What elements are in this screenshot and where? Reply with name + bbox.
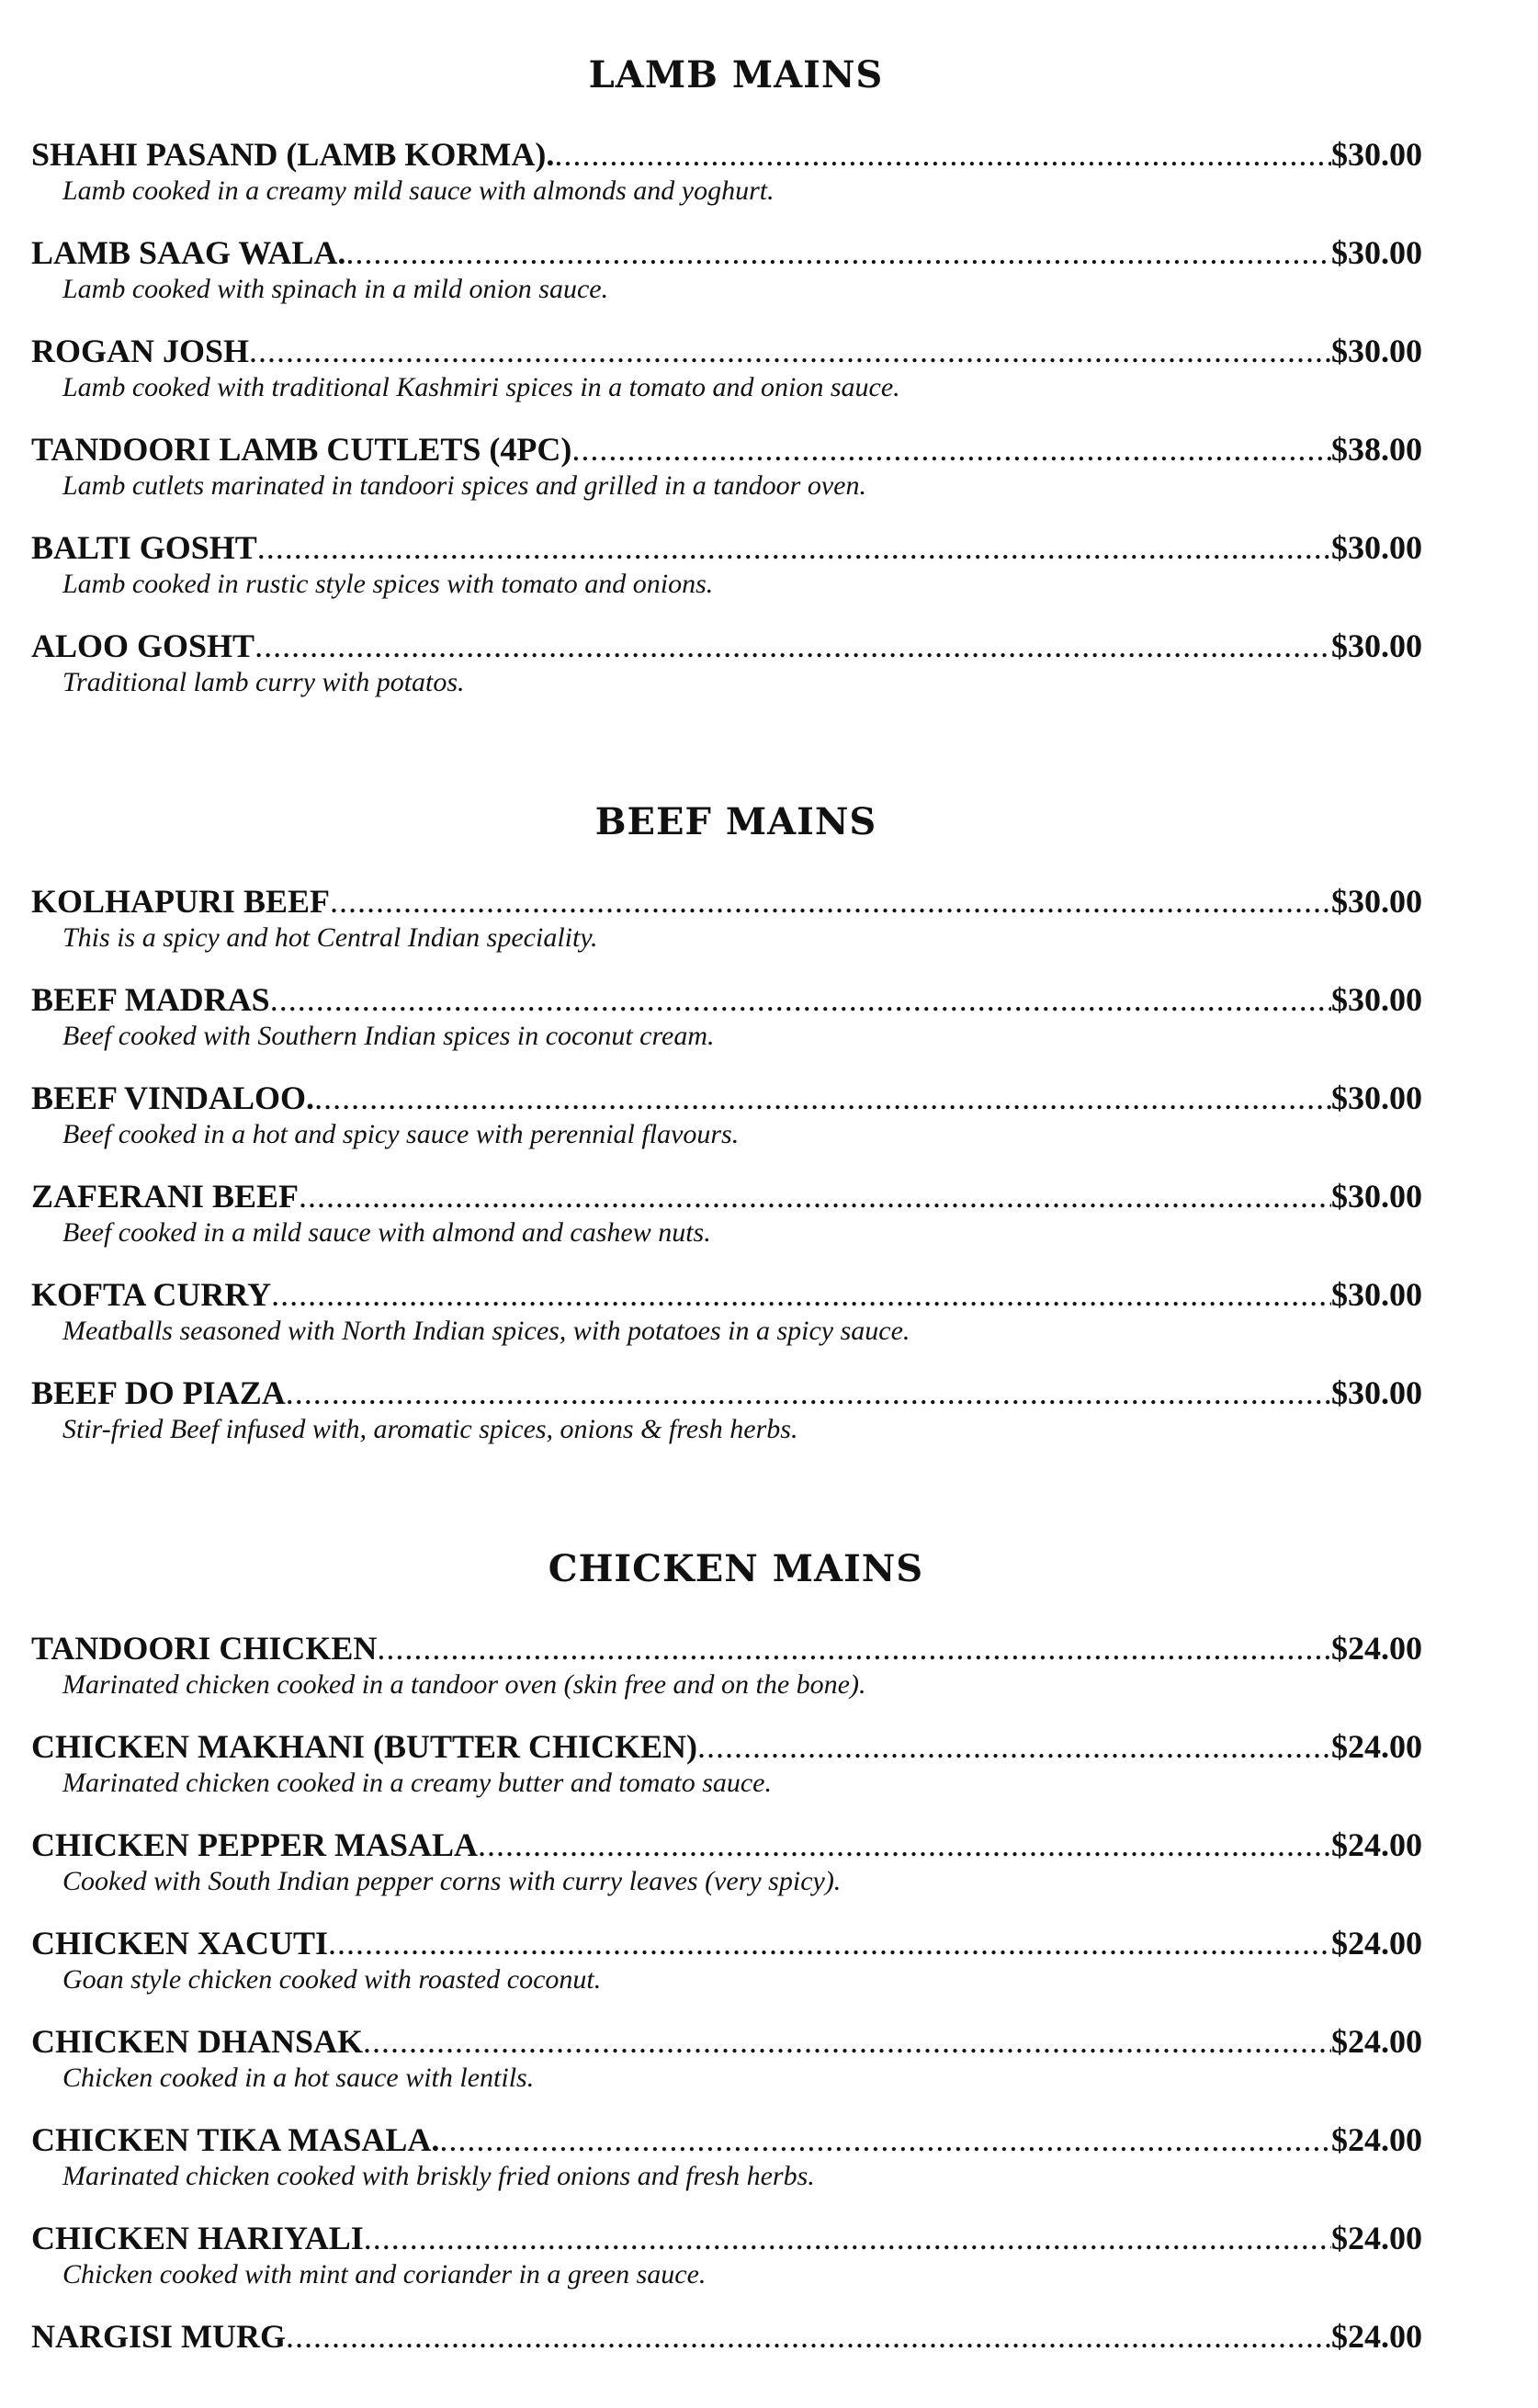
dot-leader <box>571 429 1331 469</box>
menu-item <box>31 1274 1422 1366</box>
menu-item <box>31 1628 1422 1720</box>
dot-leader <box>257 527 1331 568</box>
menu-item <box>31 1176 1422 1268</box>
dot-leader <box>328 1923 1331 1963</box>
item-name: KOLHAPURI BEEF <box>31 883 331 920</box>
item-name: CHICKEN XACUTI <box>31 1925 329 1961</box>
item-price: $24.00 <box>1331 1630 1422 1667</box>
item-price: $30.00 <box>1331 627 1422 664</box>
item-name: CHICKEN MAKHANI (BUTTER CHICKEN) <box>31 1728 698 1765</box>
dot-leader <box>299 1176 1331 1216</box>
item-price: $30.00 <box>1331 883 1422 920</box>
item-price: $24.00 <box>1331 2220 1422 2256</box>
item-name: BEEF DO PIAZA <box>31 1374 286 1411</box>
item-price: $24.00 <box>1331 1925 1422 1961</box>
item-name: ROGAN JOSH <box>31 333 250 369</box>
item-name: BALTI GOSHT <box>31 529 257 566</box>
item-price: $30.00 <box>1331 981 1422 1018</box>
item-description: Chicken cooked in a hot sauce with lentils. <box>62 2063 535 2093</box>
item-description: Meatballs seasoned with North Indian spices, with potatoes in a spicy sauce. <box>62 1316 910 1346</box>
item-price: $38.00 <box>1331 431 1422 468</box>
item-price: $24.00 <box>1331 2023 1422 2060</box>
item-description: Marinated chicken cooked in a creamy butter and tomato sauce. <box>62 1768 773 1798</box>
item-price: $24.00 <box>1331 2121 1422 2158</box>
menu-item <box>31 232 1422 324</box>
dot-leader <box>697 1726 1331 1767</box>
item-name: ZAFERANI BEEF <box>31 1178 300 1215</box>
item-price: $30.00 <box>1331 1080 1422 1116</box>
menu-item <box>31 2218 1422 2310</box>
menu-item <box>31 134 1422 226</box>
item-description: Lamb cooked with traditional Kashmiri spices in a tomato and onion sauce. <box>62 372 900 402</box>
item-name: ALOO GOSHT <box>31 627 255 664</box>
item-description: Cooked with South Indian pepper corns with curry leaves (very spicy). <box>62 1866 842 1896</box>
item-description: Goan style chicken cooked with roasted coconut. <box>62 1964 602 1995</box>
item-name: CHICKEN DHANSAK <box>31 2023 364 2060</box>
menu-item <box>31 626 1422 718</box>
dot-leader <box>363 2021 1331 2062</box>
dot-leader <box>364 2218 1331 2258</box>
menu-item <box>31 1825 1422 1916</box>
item-description: Beef cooked in a mild sauce with almond and cashew nuts. <box>62 1217 711 1248</box>
section-title: LAMB MAINS <box>588 53 884 96</box>
menu-item <box>31 1726 1422 1818</box>
item-price: $24.00 <box>1331 1728 1422 1765</box>
item-price: $30.00 <box>1331 1178 1422 1215</box>
item-price: $24.00 <box>1331 2318 1422 2355</box>
item-description: Lamb cooked in a creamy mild sauce with almonds and yoghurt. <box>62 175 775 206</box>
menu-item <box>31 1373 1422 1464</box>
dot-leader <box>554 134 1331 175</box>
item-price: $30.00 <box>1331 529 1422 566</box>
item-name: SHAHI PASAND (LAMB KORMA). <box>31 136 555 173</box>
item-price: $30.00 <box>1331 333 1422 369</box>
item-description: Marinated chicken cooked with briskly fried onions and fresh herbs. <box>62 2161 815 2191</box>
item-description: Traditional lamb curry with potatos. <box>62 667 465 697</box>
item-price: $30.00 <box>1331 1276 1422 1313</box>
item-name: BEEF VINDALOO. <box>31 1080 315 1116</box>
dot-leader <box>249 331 1331 371</box>
dot-leader <box>254 626 1331 666</box>
item-description: Beef cooked in a hot and spicy sauce with perennial flavours. <box>62 1119 740 1149</box>
menu-item <box>31 1923 1422 2015</box>
menu-item <box>31 1078 1422 1170</box>
item-description: Lamb cooked with spinach in a mild onion sauce. <box>62 274 609 304</box>
item-name: TANDOORI LAMB CUTLETS (4PC) <box>31 431 572 468</box>
menu-item <box>31 979 1422 1071</box>
dot-leader <box>286 2316 1331 2357</box>
item-description: Marinated chicken cooked in a tandoor oven (skin free and on the bone). <box>62 1669 866 1700</box>
menu-item <box>31 2021 1422 2113</box>
item-price: $30.00 <box>1331 1374 1422 1411</box>
menu-item <box>31 331 1422 423</box>
menu-item <box>31 881 1422 973</box>
item-name: CHICKEN TIKA MASALA. <box>31 2121 440 2158</box>
item-description: Chicken cooked with mint and coriander in a green sauce. <box>62 2259 707 2289</box>
dot-leader <box>314 1078 1331 1118</box>
dot-leader <box>286 1373 1331 1413</box>
item-name: KOFTA CURRY <box>31 1276 272 1313</box>
dot-leader <box>439 2120 1331 2160</box>
dot-leader <box>270 979 1331 1020</box>
item-name: NARGISI MURG <box>31 2318 287 2355</box>
dot-leader <box>377 1628 1331 1668</box>
dot-leader <box>330 881 1331 921</box>
item-description: Beef cooked with Southern Indian spices in coconut cream. <box>62 1021 715 1051</box>
item-price: $30.00 <box>1331 136 1422 173</box>
item-name: CHICKEN HARIYALI <box>31 2220 364 2256</box>
item-name: LAMB SAAG WALA. <box>31 234 346 271</box>
menu-item <box>31 2316 1422 2408</box>
menu-item <box>31 429 1422 521</box>
item-name: TANDOORI CHICKEN <box>31 1630 378 1667</box>
item-description: Stir-fried Beef infused with, aromatic spices, onions & fresh herbs. <box>62 1414 798 1444</box>
dot-leader <box>345 232 1331 273</box>
item-price: $30.00 <box>1331 234 1422 271</box>
item-description: Lamb cooked in rustic style spices with tomato and onions. <box>62 569 714 599</box>
section-title: BEEF MAINS <box>594 800 877 843</box>
dot-leader <box>271 1274 1331 1315</box>
menu-item <box>31 2120 1422 2211</box>
item-name: BEEF MADRAS <box>31 981 270 1018</box>
item-name: CHICKEN PEPPER MASALA <box>31 1826 479 1863</box>
section-title: CHICKEN MAINS <box>548 1547 924 1590</box>
item-description: Lamb cutlets marinated in tandoori spices and grilled in a tandoor oven. <box>62 470 866 501</box>
menu-item <box>31 527 1422 619</box>
dot-leader <box>478 1825 1331 1865</box>
item-price: $24.00 <box>1331 1826 1422 1863</box>
item-description: This is a spicy and hot Central Indian speciality. <box>62 922 598 953</box>
